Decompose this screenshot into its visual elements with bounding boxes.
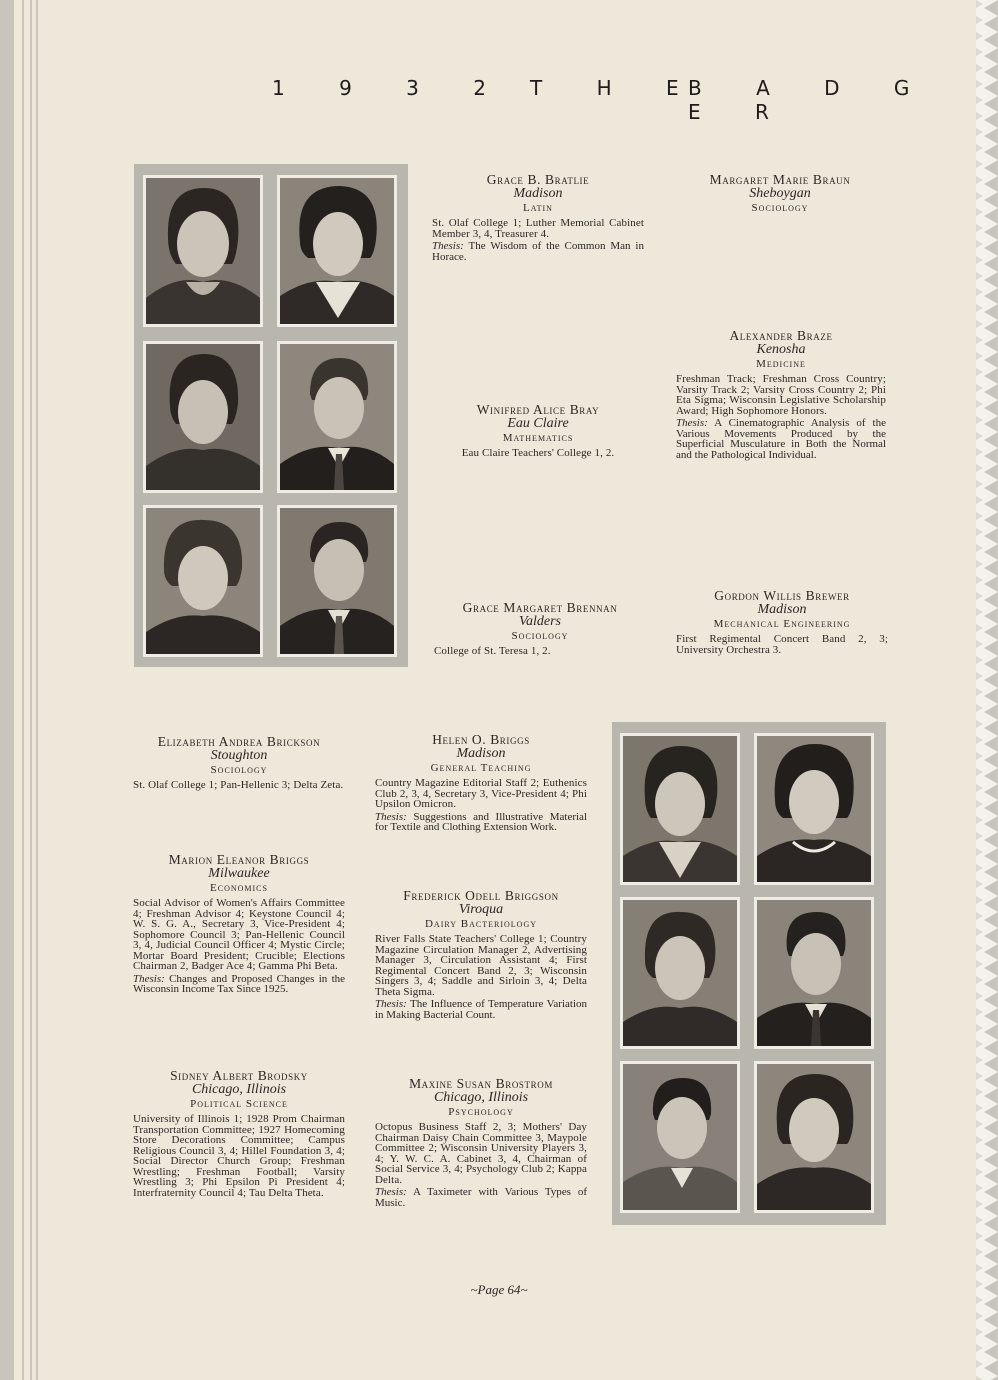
student-major: Economics bbox=[210, 882, 268, 894]
student-name: Grace Margaret Brennan bbox=[462, 600, 618, 615]
portrait-photo bbox=[277, 505, 397, 657]
entry-braun bbox=[676, 172, 884, 216]
left-margin-band bbox=[0, 0, 14, 1380]
student-hometown: Chicago, Illinois bbox=[433, 1090, 529, 1105]
header-badger: B A D G E R bbox=[688, 76, 934, 124]
student-name: Gordon Willis Brewer bbox=[714, 588, 850, 603]
entry-brickson bbox=[133, 734, 345, 791]
portrait-photo bbox=[277, 341, 397, 493]
entry-braze bbox=[676, 328, 886, 460]
student-major: Mathematics bbox=[502, 432, 574, 444]
header-the: T H E bbox=[530, 76, 703, 100]
student-hometown: Chicago, Illinois bbox=[191, 1082, 287, 1097]
right-decorative-border bbox=[976, 0, 998, 1380]
student-thesis: Thesis: Changes and Proposed Changes in the Wisconsin Income Tax Since 1925. bbox=[133, 972, 346, 995]
student-activities: St. Olaf College 1; Pan-Hellenic 3; Delta Zeta. bbox=[133, 779, 344, 791]
entry-marion-briggs bbox=[133, 852, 345, 995]
portrait-group-top bbox=[134, 164, 408, 667]
student-major: Latin bbox=[523, 202, 553, 214]
student-activities: First Regimental Concert Band 2, 3; University Orchestra 3. bbox=[676, 633, 888, 656]
entry-bratlie bbox=[432, 172, 644, 262]
student-hometown: Madison bbox=[513, 186, 563, 201]
student-hometown: Madison bbox=[456, 746, 506, 761]
student-name: Margaret Marie Braun bbox=[709, 172, 851, 187]
left-margin-rule bbox=[22, 0, 24, 1380]
student-hometown: Sheboygan bbox=[749, 186, 811, 201]
student-activities: University of Illinois 1; 1928 Prom Chairman Transportation Committee; 1927 Homecoming Store Decorations Committee; Campus Religious Council 3, 4; Hillel Foundation 3, 4; Social Director Church Group; Freshman Wrestling; Freshman Football; Varsity Wrestling 3; Phi Epsilon Pi President 4; Interfraternity Council 4; Tau Delta Theta. bbox=[133, 1113, 345, 1199]
portrait-photo bbox=[754, 897, 874, 1049]
student-name: Marion Eleanor Briggs bbox=[168, 852, 310, 867]
student-hometown: Milwaukee bbox=[208, 866, 270, 881]
header-year: 1 9 3 2 bbox=[272, 76, 510, 100]
page-number: ~Page 64~ bbox=[470, 1282, 528, 1297]
student-name: Frederick Odell Briggson bbox=[403, 888, 559, 903]
student-activities: Country Magazine Editorial Staff 2; Euthenics Club 2, 3, 4, Secretary 3, Vice-President 4; Phi Upsilon Omicron. bbox=[375, 777, 587, 810]
student-major: Sociology bbox=[751, 202, 809, 214]
student-major: Political Science bbox=[190, 1098, 288, 1110]
student-name: Winifred Alice Bray bbox=[476, 402, 600, 417]
student-major: Dairy Bacteriology bbox=[424, 918, 538, 930]
student-activities: Freshman Track; Freshman Cross Country; Varsity Track 2; Varsity Cross Country 2; Phi Eta Sigma; Wisconsin Legislative Scholarship Award; High Sophomore Honors. bbox=[676, 373, 886, 417]
entry-briggson bbox=[375, 888, 587, 1020]
portrait-photo bbox=[143, 505, 263, 657]
portrait-photo bbox=[143, 175, 263, 327]
student-activities: College of St. Teresa 1, 2. bbox=[434, 645, 551, 657]
student-name: Helen O. Briggs bbox=[432, 732, 530, 747]
left-margin-rule bbox=[36, 0, 38, 1380]
left-margin-rule bbox=[30, 0, 32, 1380]
student-thesis: Thesis: A Taximeter with Various Types of Music. bbox=[375, 1186, 587, 1209]
portrait-photo bbox=[277, 175, 397, 327]
entry-helen-briggs bbox=[375, 732, 587, 833]
student-name: Maxine Susan Brostrom bbox=[409, 1076, 553, 1091]
student-hometown: Stoughton bbox=[210, 748, 268, 763]
student-major: Medicine bbox=[756, 358, 806, 370]
student-major: Sociology bbox=[511, 630, 569, 642]
student-thesis: Thesis: A Cinematographic Analysis of the Various Movements Produced by the Superficial Musculature in Both the Normal and the Pathological Individual. bbox=[676, 417, 886, 461]
student-activities: River Falls State Teachers' College 1; Country Magazine Circulation Manager 2, Advertising Manager 3, Circulation Assistant 4; First Regimental Concert Band 2, 3; Wisconsin Singers 3, 4; Saddle and Sirloin 3, 4; Delta Theta Sigma. bbox=[375, 933, 587, 998]
entry-brodsky bbox=[133, 1068, 345, 1198]
student-major: Psychology bbox=[448, 1106, 514, 1118]
student-activities: Eau Claire Teachers' College 1, 2. bbox=[461, 447, 615, 459]
student-thesis: Thesis: Suggestions and Illustrative Material for Textile and Clothing Extension Work. bbox=[375, 810, 587, 833]
portrait-photo bbox=[620, 1061, 740, 1213]
student-name: Alexander Braze bbox=[729, 328, 833, 343]
student-hometown: Kenosha bbox=[756, 342, 806, 357]
student-major: Sociology bbox=[210, 764, 268, 776]
entry-brostrom bbox=[375, 1076, 587, 1208]
student-hometown: Eau Claire bbox=[507, 416, 569, 431]
student-hometown: Viroqua bbox=[458, 902, 504, 917]
portrait-photo bbox=[620, 897, 740, 1049]
student-hometown: Valders bbox=[519, 614, 561, 629]
portrait-photo bbox=[143, 341, 263, 493]
student-hometown: Madison bbox=[757, 602, 807, 617]
student-name: Sidney Albert Brodsky bbox=[170, 1068, 308, 1083]
student-name: Grace B. Bratlie bbox=[486, 172, 590, 187]
entry-bray bbox=[432, 402, 644, 459]
portrait-photo bbox=[754, 1061, 874, 1213]
student-major: General Teaching bbox=[430, 762, 532, 774]
student-name: Elizabeth Andrea Brickson bbox=[157, 734, 321, 749]
student-major: Mechanical Engineering bbox=[713, 618, 851, 630]
student-thesis: Thesis: The Wisdom of the Common Man in Horace. bbox=[432, 240, 644, 263]
student-thesis: Thesis: The Influence of Temperature Variation in Making Bacterial Count. bbox=[375, 998, 587, 1021]
entry-brewer bbox=[676, 588, 888, 655]
student-activities: Social Advisor of Women's Affairs Committee 4; Freshman Advisor 4; Keystone Council 4; W. S. G. A., Secretary 3, Vice-President 4; Sophomore Council 3; Pan-Hellenic Council 3, 4, Judicial Council Officer 4; Mystic Circle; Mortar Board President; Crucible; Elections Chairman 2, Badger Ace 4; Gamma Phi Beta. bbox=[133, 897, 345, 972]
student-activities: Octopus Business Staff 2, 3; Mothers' Day Chairman Daisy Chain Committee 3, Maypole Committee 2; Wisconsin University Players 3, 4; Y. W. C. A. Cabinet 3, 4, Chairman of Social Service 3, 4; Psychology Club 2; Kappa Delta. bbox=[375, 1121, 587, 1186]
student-activities: St. Olaf College 1; Luther Memorial Cabinet Member 3, 4, Treasurer 4. bbox=[432, 217, 644, 240]
entry-brennan bbox=[434, 600, 646, 657]
portrait-photo bbox=[754, 733, 874, 885]
portrait-photo bbox=[620, 733, 740, 885]
portrait-group-bottom bbox=[612, 722, 886, 1225]
